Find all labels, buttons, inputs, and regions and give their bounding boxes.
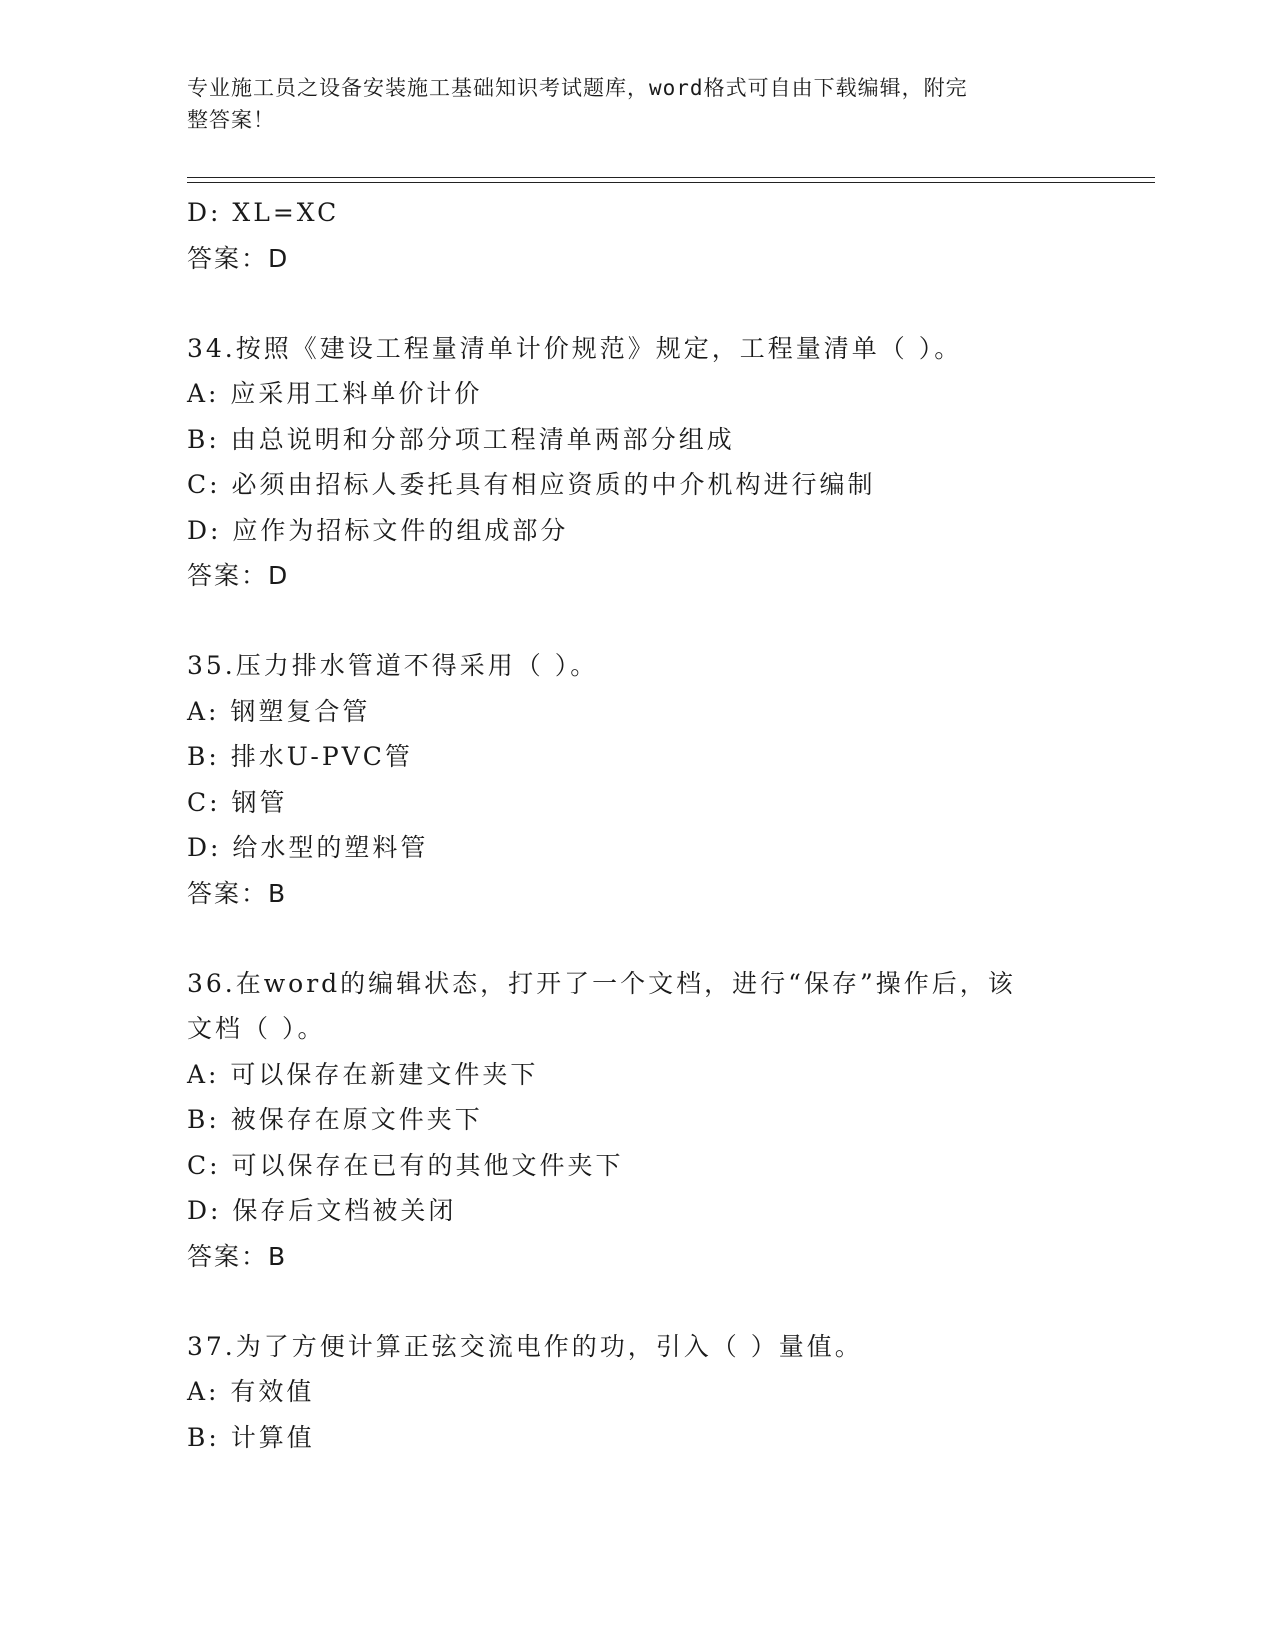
- question-stem: 37.为了方便计算正弦交流电作的功，引入（ ）量值。: [187, 1331, 863, 1361]
- option-d: D: 应作为招标文件的组成部分: [187, 515, 569, 545]
- option-a: A: 应采用工料单价计价: [187, 379, 483, 408]
- header-divider-bottom: [187, 182, 1155, 183]
- question-stem: 34.按照《建设工程量清单计价规范》规定，工程量清单（ ）。: [187, 333, 963, 363]
- question-37: [187, 1324, 1087, 1461]
- option-c: C: 必须由招标人委托具有相应资质的中介机构进行编制: [187, 470, 876, 499]
- option-a: A: 有效值: [187, 1377, 315, 1406]
- header-line-2: 整答案！: [187, 108, 275, 132]
- option-c: C: 钢管: [187, 787, 288, 817]
- answer: 答案：B: [187, 878, 288, 908]
- question-stem-line-2: 文档（ ）。: [187, 1014, 326, 1043]
- answer: 答案：D: [187, 243, 290, 273]
- option-b: B: 计算值: [187, 1422, 315, 1452]
- answer: 答案：D: [187, 561, 290, 590]
- question-36: [187, 961, 1087, 1280]
- question-list: [187, 190, 1087, 1460]
- option-d: D: XL=XC: [187, 198, 340, 227]
- question-stem-line-1: 36.在word的编辑状态，打开了一个文档，进行“保存”操作后，该: [187, 968, 1016, 998]
- header-divider-top: [187, 177, 1155, 178]
- option-a: A: 钢塑复合管: [187, 696, 371, 726]
- document-header: [187, 72, 1067, 136]
- option-b: B: 排水U-PVC管: [187, 742, 413, 771]
- header-line-1: 专业施工员之设备安装施工基础知识考试题库，word格式可自由下载编辑，附完: [187, 76, 968, 100]
- option-a: A: 可以保存在新建文件夹下: [187, 1059, 539, 1089]
- option-d: D: 保存后文档被关闭: [187, 1196, 457, 1225]
- option-b: B: 由总说明和分部分项工程清单两部分组成: [187, 424, 735, 454]
- question-34: [187, 326, 1087, 600]
- option-c: C: 可以保存在已有的其他文件夹下: [187, 1150, 624, 1180]
- answer: 答案：B: [187, 1241, 288, 1271]
- question-stem: 35.压力排水管道不得采用（ ）。: [187, 651, 599, 680]
- option-d: D: 给水型的塑料管: [187, 833, 429, 862]
- option-b: B: 被保存在原文件夹下: [187, 1105, 483, 1134]
- question-35: [187, 643, 1087, 917]
- question-33-tail: [187, 190, 1087, 282]
